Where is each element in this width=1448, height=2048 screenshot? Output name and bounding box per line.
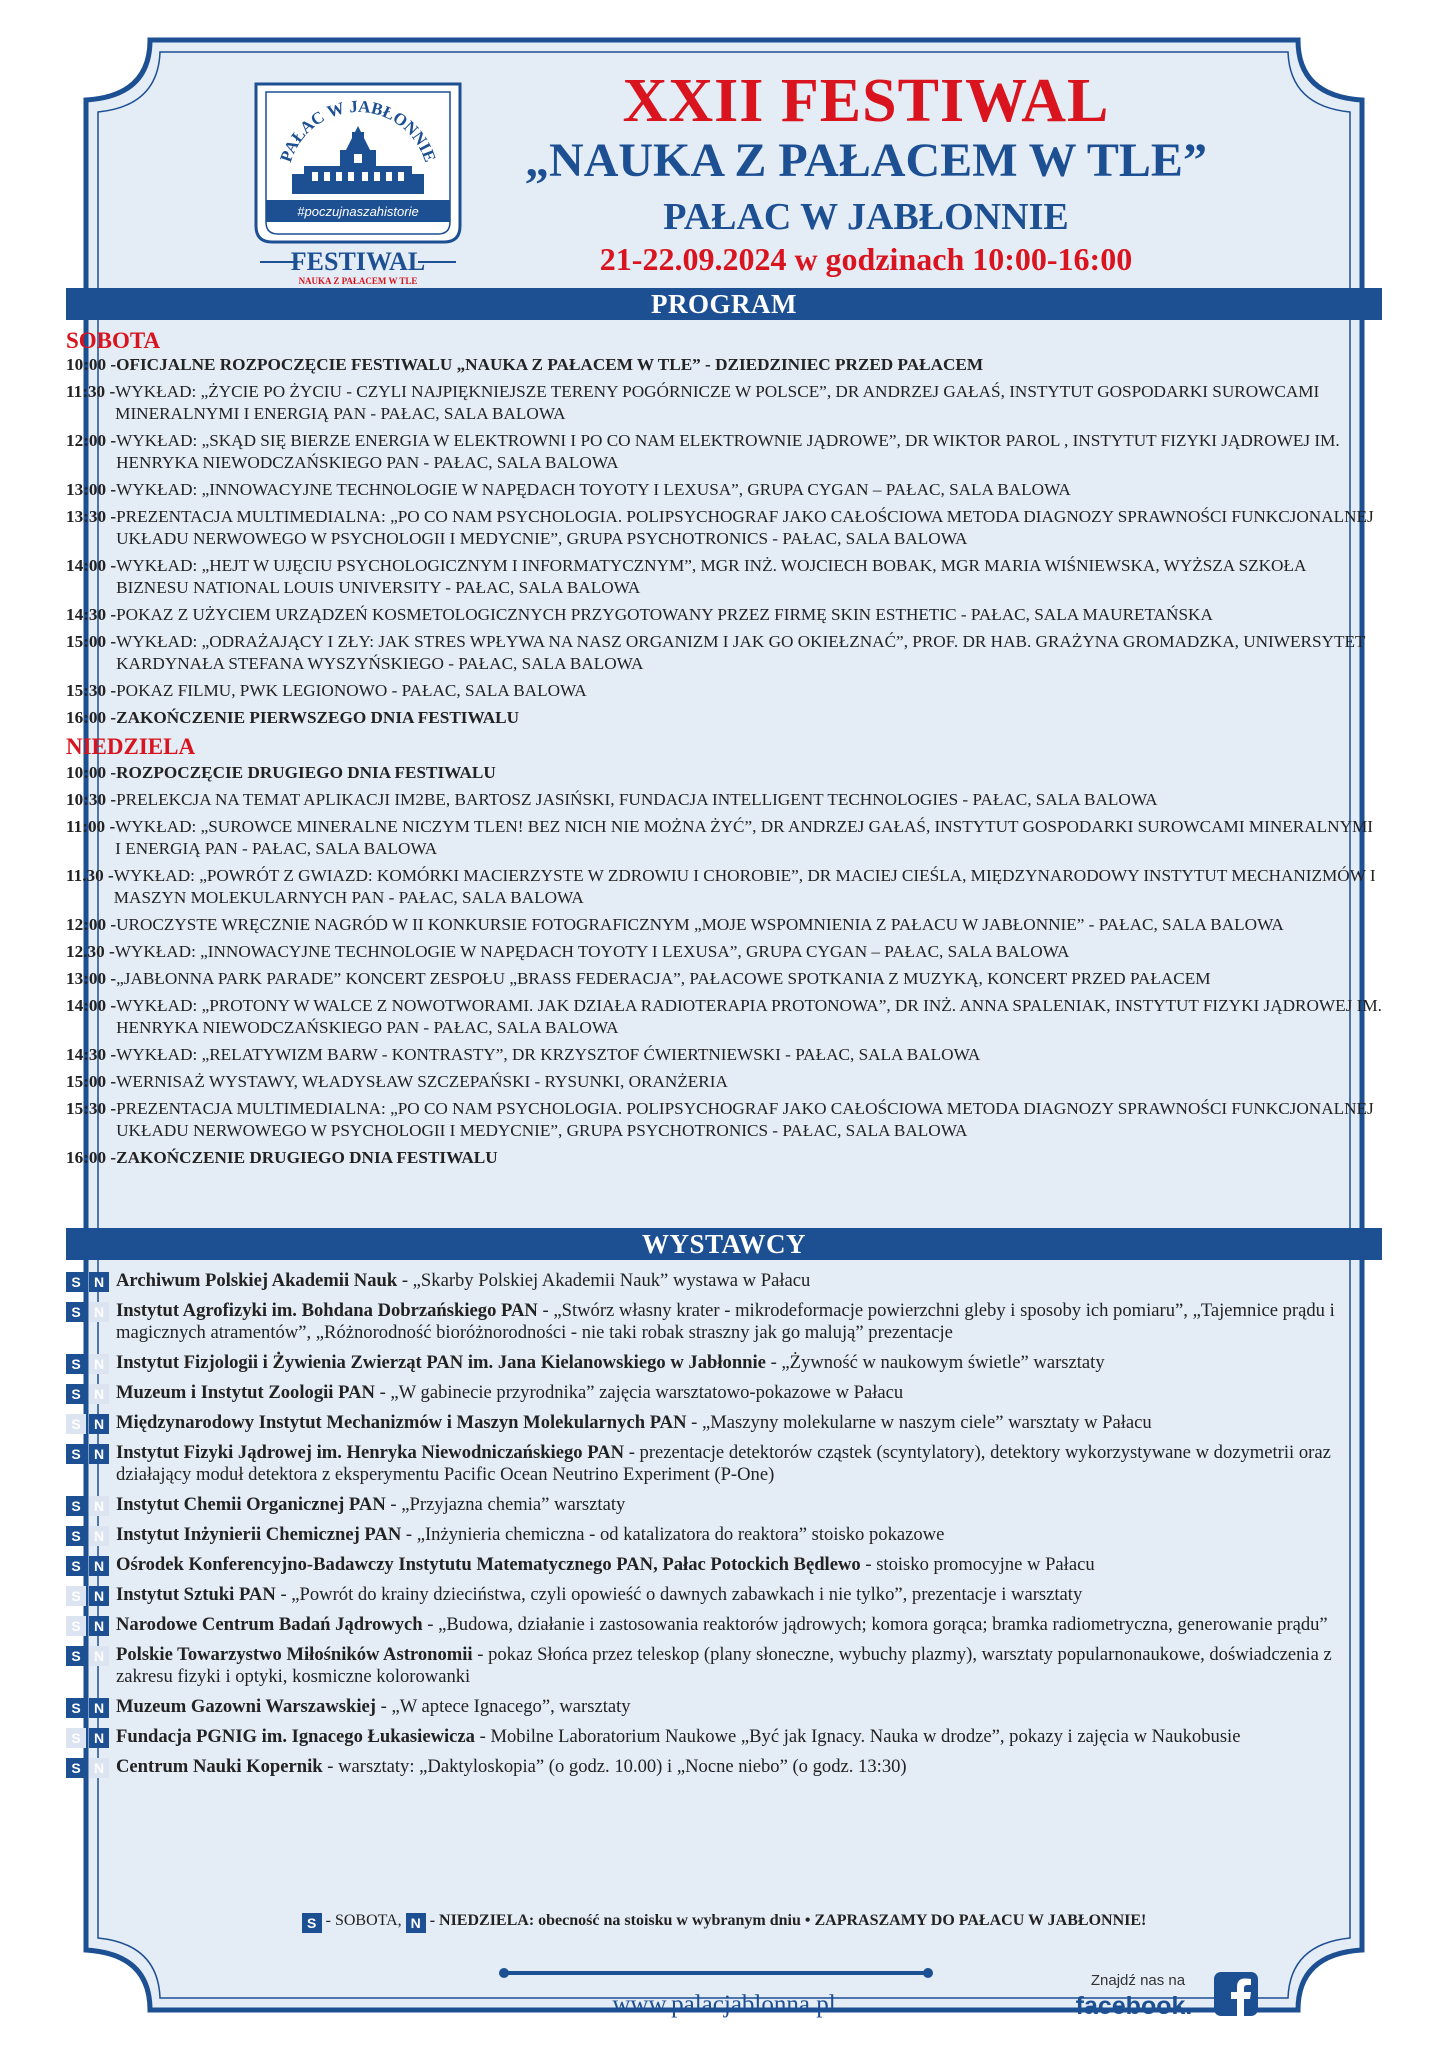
event-time: 13:00 - [66, 969, 117, 988]
event-description: POKAZ FILMU, PWK LEGIONOWO - PAŁAC, SALA BALOWA [116, 681, 587, 700]
saturday-badge: S [66, 1728, 86, 1748]
exhibitor-description: - „Stwórz własny krater - mikrodeformacje powierzchni gleby i sposoby ich pomiaru”, „Tajemnice prądu i magicznych atramentów”, „Różnorodność bioróżnorodności - nie taki robak straszny jak go malują” prezentacje [116, 1300, 1335, 1343]
event-time: 14:00 - [66, 996, 117, 1015]
exhibitor-item [66, 1442, 1382, 1486]
event-time: 15:00 - [66, 632, 117, 651]
poster-content [66, 48, 1382, 2038]
exhibitor-name: Muzeum Gazowni Warszawskiej [116, 1696, 376, 1717]
sunday-badge: N [89, 1414, 109, 1434]
program-event [66, 968, 1382, 990]
exhibitor-name: Instytut Fizyki Jądrowej im. Henryka Niewodniczańskiego PAN [116, 1442, 625, 1463]
exhibitors-list [66, 1270, 1382, 1786]
program-event [66, 479, 1382, 501]
sunday-badge: N [89, 1444, 109, 1464]
saturday-badge: S [66, 1496, 86, 1516]
event-time: 11:30 - [66, 382, 116, 401]
exhibitor-item [66, 1524, 1382, 1546]
program-event [66, 1044, 1382, 1066]
exhibitor-description: - stoisko promocyjne w Pałacu [860, 1554, 1095, 1575]
exhibitor-description: - prezentacje detektorów cząstek (scyntylatory), detektory wykorzystywane w dozymetrii oraz działający moduł detektora z eksperymentu Pacific Ocean Neutrino Experiment (P-One) [116, 1442, 1331, 1485]
sunday-badge: N [89, 1556, 109, 1576]
facebook-wordmark[interactable]: facebook. [1075, 1992, 1193, 2020]
exhibitor-description: - „Maszyny molekularne w naszym ciele” warsztaty w Pałacu [686, 1412, 1152, 1433]
sunday-badge: N [89, 1354, 109, 1374]
event-description: WYKŁAD: „SKĄD SIĘ BIERZE ENERGIA W ELEKTROWNI I PO CO NAM ELEKTROWNIE JĄDROWE”, DR WIKTOR PAROL , INSTYTUT FIZYKI JĄDROWEJ IM. HENRYKA NIEWODCZAŃSKIEGO PAN - PAŁAC, SALA BALOWA [116, 431, 1340, 472]
saturday-badge: S [66, 1384, 86, 1404]
event-description: POKAZ Z UŻYCIEM URZĄDZEŃ KOSMETOLOGICZNYCH PRZYGOTOWANY PRZEZ FIRMĘ SKIN ESTHETIC - PAŁAC, SALA MAURETAŃSKA [116, 605, 1213, 624]
event-description: „JABŁONNA PARK PARADE” KONCERT ZESPOŁU „BRASS FEDERACJA”, PAŁACOWE SPOTKANIA Z MUZYKĄ, KONCERT PRZED PAŁACEM [116, 969, 1211, 988]
exhibitor-item [66, 1554, 1382, 1576]
event-time: 12.30 - [66, 942, 115, 961]
sunday-events [66, 762, 1382, 1169]
day-label-sunday: NIEDZIELA [66, 734, 196, 759]
exhibitor-item [66, 1412, 1382, 1434]
exhibitor-name: Centrum Nauki Kopernik [116, 1756, 323, 1777]
event-time: 14:30 - [66, 1045, 117, 1064]
exhibitor-item [66, 1300, 1382, 1344]
event-time: 15:30 - [66, 1099, 117, 1118]
event-description: PRELEKCJA NA TEMAT APLIKACJI IM2BE, BARTOSZ JASIŃSKI, FUNDACJA INTELLIGENT TECHNOLOGIES - PAŁAC, SALA BALOWA [116, 790, 1158, 809]
sunday-badge: N [89, 1586, 109, 1606]
program-heading: PROGRAM [66, 288, 1382, 320]
website-link[interactable]: www.palacjablonna.pl [612, 1991, 836, 2018]
sunday-badge: N [89, 1758, 109, 1778]
logo-festiwal: FESTIWAL [290, 247, 426, 276]
event-description: WYKŁAD: „INNOWACYJNE TECHNOLOGIE W NAPĘDACH TOYOTY I LEXUSA”, GRUPA CYGAN – PAŁAC, SALA BALOWA [114, 942, 1070, 961]
exhibitor-item [66, 1726, 1382, 1748]
footer-divider [496, 1966, 936, 1980]
event-description: WYKŁAD: „PROTONY W WALCE Z NOWOTWORAMI. JAK DZIAŁA RADIOTERAPIA PROTONOWA”, DR INŻ. ANNA SPALENIAK, INSTYTUT FIZYKI JĄDROWEJ IM. HENRYKA NIEWODCZAŃSKIEGO PAN - PAŁAC, SALA BALOWA [116, 996, 1382, 1037]
exhibitors-heading: WYSTAWCY [66, 1228, 1382, 1260]
day-badges [66, 1412, 116, 1434]
sunday-badge: N [89, 1272, 109, 1292]
program-event [66, 354, 1382, 376]
exhibitor-name: Narodowe Centrum Badań Jądrowych [116, 1614, 423, 1635]
saturday-badge: S [66, 1354, 86, 1374]
logo-ring-text: PAŁAC W JABŁONNIE [276, 96, 440, 165]
event-description: PREZENTACJA MULTIMEDIALNA: „PO CO NAM PSYCHOLOGIA. POLIPSYCHOGRAF JAKO CAŁOŚCIOWA METODA DIAGNOZY SPRAWNOŚCI FUNKCJONALNEJ UKŁADU NERWOWEGO W PSYCHOLOGII I MEDYCNIE”, GRUPA PSYCHOTRONICS - PAŁAC, SALA BALOWA [116, 1099, 1374, 1140]
exhibitor-description: - Mobilne Laboratorium Naukowe „Być jak Ignacy. Nauka w drodze”, pokazy i zajęcia w Naukobusie [474, 1726, 1241, 1747]
event-time: 14:30 - [66, 605, 117, 624]
exhibitor-text [116, 1554, 1382, 1576]
program-event [66, 941, 1382, 963]
logo-subtitle: NAUKA Z PAŁACEM W TLE [298, 276, 418, 286]
program-event [66, 555, 1382, 599]
legend-saturday-text: - SOBOTA, [321, 1912, 406, 1929]
day-badges [66, 1270, 116, 1292]
exhibitor-name: Ośrodek Konferencyjno-Badawczy Instytutu Matematycznego PAN, Pałac Potockich Będlewo [116, 1554, 861, 1575]
day-badges [66, 1442, 116, 1486]
exhibitor-name: Instytut Agrofizyki im. Bohdana Dobrzańskiego PAN [116, 1300, 538, 1321]
event-description: ZAKOŃCZENIE DRUGIEGO DNIA FESTIWALU [116, 1148, 498, 1167]
program-event [66, 707, 1382, 729]
exhibitor-name: Archiwum Polskiej Akademii Nauk [116, 1270, 398, 1291]
event-description: WYKŁAD: „ŻYCIE PO ŻYCIU - CZYLI NAJPIĘKNIEJSZE TERENY POGÓRNICZE W POLSCE”, DR ANDRZEJ GAŁAŚ, INSTYTUT GOSPODARKI SUROWCAMI MINERALNYMI I ENERGIĄ PAN - PAŁAC, SALA BALOWA [115, 382, 1320, 423]
event-time: 16:00 - [66, 1148, 117, 1167]
day-badges [66, 1614, 116, 1636]
day-badges [66, 1382, 116, 1404]
legend-sunday-text: - NIEDZIELA: [425, 1912, 535, 1929]
program-event [66, 631, 1382, 675]
exhibitor-name: Muzeum i Instytut Zoologii PAN [116, 1382, 375, 1403]
sunday-badge: N [89, 1384, 109, 1404]
event-description: ZAKOŃCZENIE PIERWSZEGO DNIA FESTIWALU [116, 708, 520, 727]
event-description: PREZENTACJA MULTIMEDIALNA: „PO CO NAM PSYCHOLOGIA. POLIPSYCHOGRAF JAKO CAŁOŚCIOWA METODA DIAGNOZY SPRAWNOŚCI FUNKCJONALNEJ UKŁADU NERWOWEGO W PSYCHOLOGII I MEDYCNIE”, GRUPA PSYCHOTRONICS - PAŁAC, SALA BALOWA [116, 507, 1374, 548]
logo-hashtag: #poczujnaszahistorie [297, 204, 419, 219]
exhibitor-item [66, 1270, 1382, 1292]
exhibitor-text [116, 1300, 1382, 1344]
exhibitor-text [116, 1696, 1382, 1718]
sunday-badge: N [89, 1646, 109, 1666]
event-time: 15:00 - [66, 1072, 117, 1091]
day-badges [66, 1644, 116, 1688]
sunday-badge: N [89, 1728, 109, 1748]
event-description: OFICJALNE ROZPOCZĘCIE FESTIWALU „NAUKA Z PAŁACEM W TLE” - DZIEDZINIEC PRZED PAŁACEM [116, 355, 984, 374]
saturday-badge: S [66, 1758, 86, 1778]
exhibitor-text [116, 1644, 1382, 1688]
event-time: 13:00 - [66, 480, 117, 499]
event-time: 10:00 - [66, 355, 117, 374]
exhibitor-description: - warsztaty: „Daktyloskopia” (o godz. 10.00) i „Nocne niebo” (o godz. 13:30) [322, 1756, 907, 1777]
exhibitor-item [66, 1494, 1382, 1516]
exhibitor-name: Instytut Fizjologii i Żywienia Zwierząt PAN im. Jana Kielanowskiego w Jabłonnie [116, 1352, 766, 1373]
saturday-badge: S [66, 1698, 86, 1718]
facebook-icon[interactable] [1214, 1972, 1258, 2016]
festival-title: XXII FESTIWAL [622, 67, 1110, 135]
saturday-badge: S [66, 1272, 86, 1292]
program-event [66, 789, 1382, 811]
exhibitor-item [66, 1382, 1382, 1404]
exhibitor-text [116, 1270, 1382, 1292]
program-event [66, 865, 1382, 909]
venue: PAŁAC W JABŁONNIE [663, 196, 1069, 238]
legend [66, 1910, 1382, 1933]
saturday-badge: S [66, 1616, 86, 1636]
festival-subtitle: „NAUKA Z PAŁACEM W TLE” [525, 134, 1207, 187]
exhibitor-item [66, 1696, 1382, 1718]
day-label-saturday: SOBOTA [66, 328, 161, 353]
legend-rest-text: obecność na stoisku w wybranym dniu • ZAPRASZAMY DO PAŁACU W JABŁONNIE! [534, 1912, 1147, 1929]
festival-dates: 21-22.09.2024 w godzinach 10:00-16:00 [599, 241, 1133, 277]
exhibitor-text [116, 1412, 1382, 1434]
exhibitor-text [116, 1442, 1382, 1486]
event-description: UROCZYSTE WRĘCZNIE NAGRÓD W II KONKURSIE FOTOGRAFICZNYM „MOJE WSPOMNIENIA Z PAŁACU W JABŁONNIE” - PAŁAC, SALA BALOWA [116, 915, 1284, 934]
day-badges [66, 1554, 116, 1576]
find-us-label: Znajdź nas na [1090, 1972, 1186, 1989]
exhibitor-item [66, 1584, 1382, 1606]
exhibitor-item [66, 1614, 1382, 1636]
header-titles [466, 68, 1266, 278]
exhibitor-text [116, 1614, 1382, 1636]
exhibitor-description: - „Inżynieria chemiczna - od katalizatora do reaktora” stoisko pokazowe [401, 1524, 945, 1545]
program-event [66, 762, 1382, 784]
program-event [66, 816, 1382, 860]
exhibitor-item [66, 1756, 1382, 1778]
event-time: 10:00 - [66, 763, 117, 782]
day-badges [66, 1300, 116, 1344]
event-time: 11:00 - [66, 817, 116, 836]
day-badges [66, 1756, 116, 1778]
exhibitor-name: Instytut Sztuki PAN [116, 1584, 276, 1605]
program-event [66, 1147, 1382, 1169]
event-description: WYKŁAD: „SUROWCE MINERALNE NICZYM TLEN! BEZ NICH NIE MOŻNA ŻYĆ”, DR ANDRZEJ GAŁAŚ, INSTYTUT GOSPODARKI SUROWCAMI MINERALNYMI I ENERGIĄ PAN - PAŁAC, SALA BALOWA [115, 817, 1373, 858]
exhibitor-text [116, 1382, 1382, 1404]
exhibitor-text [116, 1726, 1382, 1748]
saturday-badge: S [66, 1302, 86, 1322]
exhibitor-item [66, 1352, 1382, 1374]
exhibitor-text [116, 1352, 1382, 1374]
saturday-badge: S [66, 1444, 86, 1464]
legend-badge-sunday: N [406, 1913, 426, 1933]
legend-badge-saturday: S [302, 1913, 322, 1933]
event-time: 11.30 - [66, 866, 114, 885]
event-time: 12:00 - [66, 915, 117, 934]
exhibitor-text [116, 1756, 1382, 1778]
exhibitor-name: Instytut Inżynierii Chemicznej PAN [116, 1524, 402, 1545]
program-event [66, 430, 1382, 474]
saturday-badge: S [66, 1646, 86, 1666]
exhibitor-name: Fundacja PGNIG im. Ignacego Łukasiewicza [116, 1726, 475, 1747]
exhibitor-item [66, 1644, 1382, 1688]
exhibitor-name: Instytut Chemii Organicznej PAN [116, 1494, 386, 1515]
saturday-badge: S [66, 1556, 86, 1576]
event-description: WYKŁAD: „POWRÓT Z GWIAZD: KOMÓRKI MACIERZYSTE W ZDROWIU I CHOROBIE”, DR MACIEJ CIEŚLA, MIĘDZYNARODOWY INSTYTUT MECHANIZMÓW I MASZYN MOLEKULARNYCH PAN - PAŁAC, SALA BALOWA [113, 866, 1376, 907]
day-badges [66, 1524, 116, 1546]
day-badges [66, 1494, 116, 1516]
program-schedule [66, 328, 1382, 1174]
event-description: WYKŁAD: „RELATYWIZM BARW - KONTRASTY”, DR KRZYSZTOF ĆWIERTNIEWSKI - PAŁAC, SALA BALOWA [116, 1045, 981, 1064]
event-description: ROZPOCZĘCIE DRUGIEGO DNIA FESTIWALU [116, 763, 496, 782]
exhibitor-description: - „Skarby Polskiej Akademii Nauk” wystawa w Pałacu [397, 1270, 811, 1291]
event-description: WYKŁAD: „HEJT W UJĘCIU PSYCHOLOGICZNYM I INFORMATYCZNYM”, MGR INŻ. WOJCIECH BOBAK, MGR MARIA WIŚNIEWSKA, WYŻSZA SZKOŁA BIZNESU NATIONAL LOUIS UNIVERSITY - PAŁAC, SALA BALOWA [116, 556, 1306, 597]
event-time: 12:00 - [66, 431, 117, 450]
sunday-badge: N [89, 1526, 109, 1546]
program-event [66, 680, 1382, 702]
saturday-badge: S [66, 1414, 86, 1434]
program-event [66, 381, 1382, 425]
day-badges [66, 1696, 116, 1718]
program-event [66, 1071, 1382, 1093]
event-time: 16:00 - [66, 708, 117, 727]
exhibitor-description: - „W aptece Ignacego”, warsztaty [375, 1696, 631, 1717]
sunday-badge: N [89, 1302, 109, 1322]
exhibitor-text [116, 1494, 1382, 1516]
sunday-badge: N [89, 1616, 109, 1636]
event-description: WERNISAŻ WYSTAWY, WŁADYSŁAW SZCZEPAŃSKI - RYSUNKI, ORANŻERIA [116, 1072, 728, 1091]
saturday-badge: S [66, 1526, 86, 1546]
exhibitor-description: - „Przyjazna chemia” warsztaty [385, 1494, 626, 1515]
exhibitor-description: - „Budowa, działanie i zastosowania reaktorów jądrowych; komora gorąca; bramka radiometryczna, generowanie prądu” [422, 1614, 1328, 1635]
event-time: 10:30 - [66, 790, 117, 809]
day-badges [66, 1726, 116, 1748]
event-time: 13:30 - [66, 507, 117, 526]
exhibitor-text [116, 1524, 1382, 1546]
sunday-badge: N [89, 1496, 109, 1516]
saturday-badge: S [66, 1586, 86, 1606]
saturday-events [66, 354, 1382, 729]
program-event [66, 604, 1382, 626]
exhibitor-name: Międzynarodowy Instytut Mechanizmów i Maszyn Molekularnych PAN [116, 1412, 687, 1433]
event-time: 15:30 - [66, 681, 117, 700]
day-badges [66, 1584, 116, 1606]
day-badges [66, 1352, 116, 1374]
exhibitor-text [116, 1584, 1382, 1606]
event-time: 14:00 - [66, 556, 117, 575]
exhibitor-description: - „Powrót do krainy dzieciństwa, czyli opowieść o dawnych zabawkach i nie tylko”, prezentacje i warsztaty [275, 1584, 1083, 1605]
exhibitor-description: - pokaz Słońca przez teleskop (plany słoneczne, wybuchy plazmy), warsztaty popularnonaukowe, doświadczenia z zakresu fizyki i optyki, kosmiczne kolorowanki [116, 1644, 1332, 1687]
sunday-badge: N [89, 1698, 109, 1718]
program-event [66, 1098, 1382, 1142]
exhibitor-name: Polskie Towarzystwo Miłośników Astronomii [116, 1644, 473, 1665]
program-event [66, 506, 1382, 550]
program-event [66, 914, 1382, 936]
event-description: WYKŁAD: „INNOWACYJNE TECHNOLOGIE W NAPĘDACH TOYOTY I LEXUSA”, GRUPA CYGAN – PAŁAC, SALA BALOWA [116, 480, 1071, 499]
program-event [66, 995, 1382, 1039]
exhibitor-description: - „W gabinecie przyrodnika” zajęcia warsztatowo-pokazowe w Pałacu [374, 1382, 904, 1403]
event-description: WYKŁAD: „ODRAŻAJĄCY I ZŁY: JAK STRES WPŁYWA NA NASZ ORGANIZM I JAK GO OKIEŁZNAĆ”, PROF. DR HAB. GRAŻYNA GROMADZKA, UNIWERSYTET KARDYNAŁA STEFANA WYSZYŃSKIEGO - PAŁAC, SALA BALOWA [116, 632, 1366, 673]
exhibitor-description: - „Żywność w naukowym świetle” warsztaty [765, 1352, 1105, 1373]
palace-logo [242, 66, 474, 290]
